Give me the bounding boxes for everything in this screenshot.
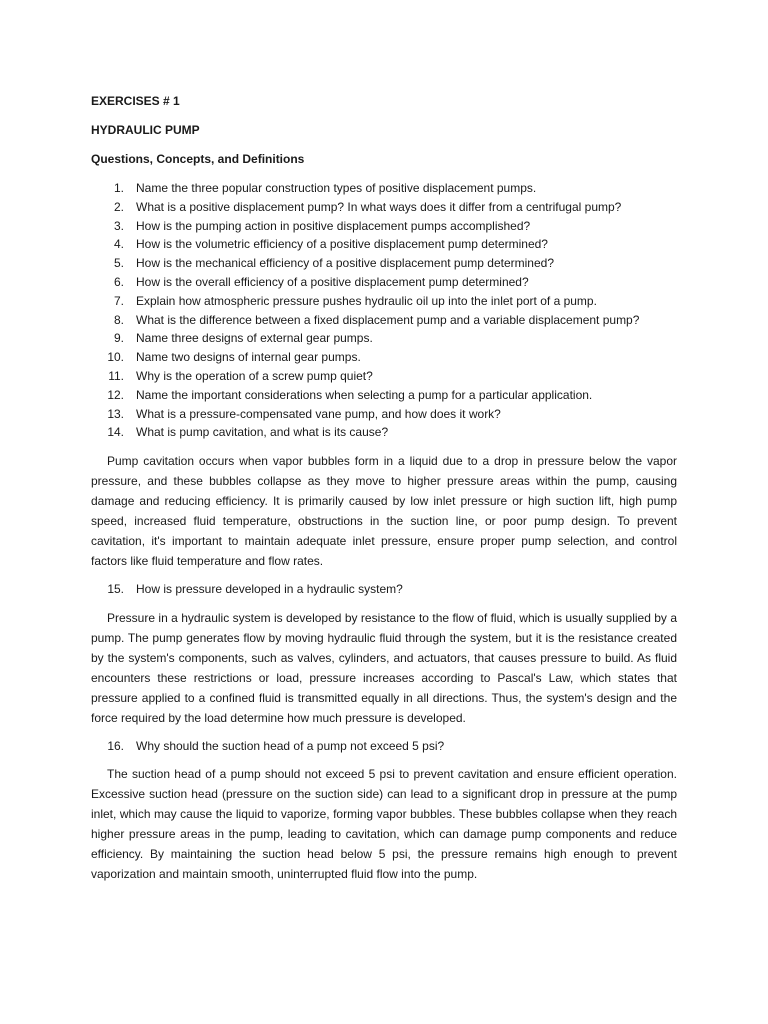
document-subtitle: HYDRAULIC PUMP: [91, 123, 200, 137]
question-number: 11.: [108, 368, 124, 383]
question-text: Name three designs of external gear pumps.: [136, 331, 373, 346]
list-item: [91, 273, 677, 292]
question-text: What is a pressure-compensated vane pump, and how does it work?: [136, 406, 501, 421]
question-number: 5.: [113, 256, 124, 271]
question-text: How is the overall efficiency of a positive displacement pump determined?: [136, 274, 529, 289]
question-text: What is the difference between a fixed displacement pump and a variable displacement pump?: [136, 312, 640, 327]
list-item: [91, 405, 677, 424]
question-text: How is the pumping action in positive displacement pumps accomplished?: [136, 218, 531, 233]
list-item: [91, 348, 677, 367]
answer-paragraph-15: Pressure in a hydraulic system is developed by resistance to the flow of fluid, which is usually supplied by a pump. The pump generates flow by moving hydraulic fluid through the system, but it is the resistance created by the system's components, such as valves, cylinders, and actuators, that causes pressure to build. As fluid encounters these restrictions or load, pressure increases according to Pascal's Law, which states that pressure applied to a confined fluid is transmitted equally in all directions. Thus, the system's design and the force required by the load determine how much pressure is developed.: [91, 611, 677, 725]
list-item: [91, 198, 677, 217]
list-item: [91, 235, 677, 254]
list-item: [91, 423, 677, 442]
question-number: 7.: [113, 293, 124, 308]
list-item: [91, 217, 677, 236]
question-text: Why is the operation of a screw pump quiet?: [136, 368, 373, 383]
question-text: Explain how atmospheric pressure pushes hydraulic oil up into the inlet port of a pump.: [136, 293, 597, 308]
question-15: [91, 579, 677, 599]
question-number: 13.: [107, 406, 124, 421]
question-text: Name the important considerations when selecting a pump for a particular application.: [136, 387, 593, 402]
question-text: How is the volumetric efficiency of a positive displacement pump determined?: [136, 237, 548, 252]
question-text: Name the three popular construction types of positive displacement pumps.: [136, 181, 537, 195]
list-item: [91, 254, 677, 273]
answer-paragraph-16: The suction head of a pump should not exceed 5 psi to prevent cavitation and ensure efficient operation. Excessive suction head (pressure on the suction side) can lead to a significant drop in pressure at the pump inlet, which may cause the liquid to vaporize, forming vapor bubbles. These bubbles collapse when they reach higher pressure areas in the pump, leading to cavitation, which can damage pump components and reduce efficiency. By maintaining the suction head below 5 psi, the pressure remains high enough to prevent vaporization and maintain smooth, uninterrupted fluid flow into the pump.: [91, 767, 677, 881]
question-text: Why should the suction head of a pump not exceed 5 psi?: [136, 739, 445, 753]
question-number: 4.: [113, 237, 124, 252]
question-number: 16.: [107, 739, 124, 753]
answer-paragraph-14: Pump cavitation occurs when vapor bubbles form in a liquid due to a drop in pressure below the vapor pressure, and these bubbles collapse as they move to higher pressure areas within the pump, causing damage and reducing efficiency. It is primarily caused by low inlet pressure or high suction lift, high pump speed, increased fluid temperature, obstructions in the suction line, or poor pump design. To prevent cavitation, it's important to maintain adequate inlet pressure, ensure proper pump selection, and control factors like fluid temperature and flow rates.: [91, 454, 677, 568]
question-number: 6.: [113, 274, 124, 289]
question-text: How is the mechanical efficiency of a positive displacement pump determined?: [136, 256, 554, 271]
question-text: Name two designs of internal gear pumps.: [136, 350, 361, 365]
list-item: [91, 386, 677, 405]
question-number: 12.: [107, 387, 124, 402]
list-item: [91, 292, 677, 311]
question-number: 1.: [113, 181, 124, 195]
question-text: How is pressure developed in a hydraulic system?: [136, 582, 403, 596]
question-text: What is pump cavitation, and what is its cause?: [136, 425, 389, 440]
list-item: [91, 311, 677, 330]
question-number: 8.: [113, 312, 124, 327]
list-item: [91, 329, 677, 348]
document-title: EXERCISES # 1: [91, 94, 180, 108]
question-number: 2.: [113, 199, 124, 214]
question-number: 10.: [107, 350, 124, 365]
list-item: [91, 367, 677, 386]
question-number: 3.: [113, 218, 124, 233]
list-item: [91, 179, 677, 198]
question-number: 15.: [107, 582, 124, 596]
question-number: 9.: [113, 331, 124, 346]
section-heading: Questions, Concepts, and Definitions: [91, 152, 305, 166]
question-number: 14.: [107, 425, 124, 440]
question-text: What is a positive displacement pump? In what ways does it differ from a centrifugal pump?: [136, 199, 622, 214]
question-16: [91, 736, 677, 756]
question-list: [91, 179, 677, 442]
